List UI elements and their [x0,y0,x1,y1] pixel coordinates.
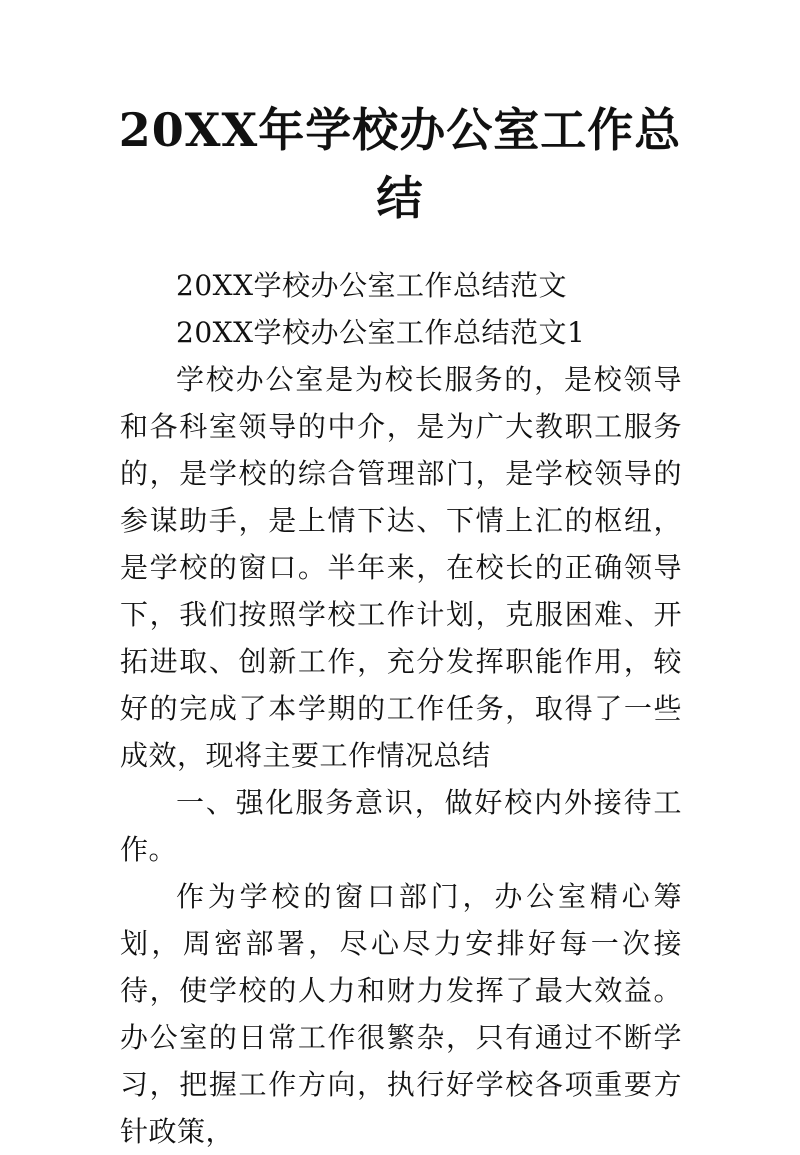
paragraph-section-body: 作为学校的窗口部门，办公室精心筹划，周密部署，尽心尽力安排好每一次接待，使学校的人力和财力发挥了最大效益。办公室的日常工作很繁杂，只有通过不断学习，把握工作方向，执行好学校各项重要方针政策， [120,880,682,1148]
title-line-2: 结 [376,171,424,225]
document-body [120,262,682,1155]
paragraph-subtitle: 20XX学校办公室工作总结范文 [176,269,567,302]
paragraph-subtitle-numbered: 20XX学校办公室工作总结范文1 [176,316,586,349]
title-line-1: 20XX年学校办公室工作总 [118,103,682,157]
document-title [100,96,700,232]
paragraph-section-heading: 一、强化服务意识，做好校内外接待工作。 [120,786,682,866]
paragraph-intro: 学校办公室是为校长服务的，是校领导和各科室领导的中介，是为广大教职工服务的，是学校的综合管理部门，是学校领导的参谋助手，是上情下达、下情上汇的枢纽，是学校的窗口。半年来，在校长的正确领导下，我们按照学校工作计划，克服困难、开拓进取、创新工作，充分发挥职能作用，较好的完成了本学期的工作任务，取得了一些成效，现将主要工作情况总结 [120,363,682,772]
